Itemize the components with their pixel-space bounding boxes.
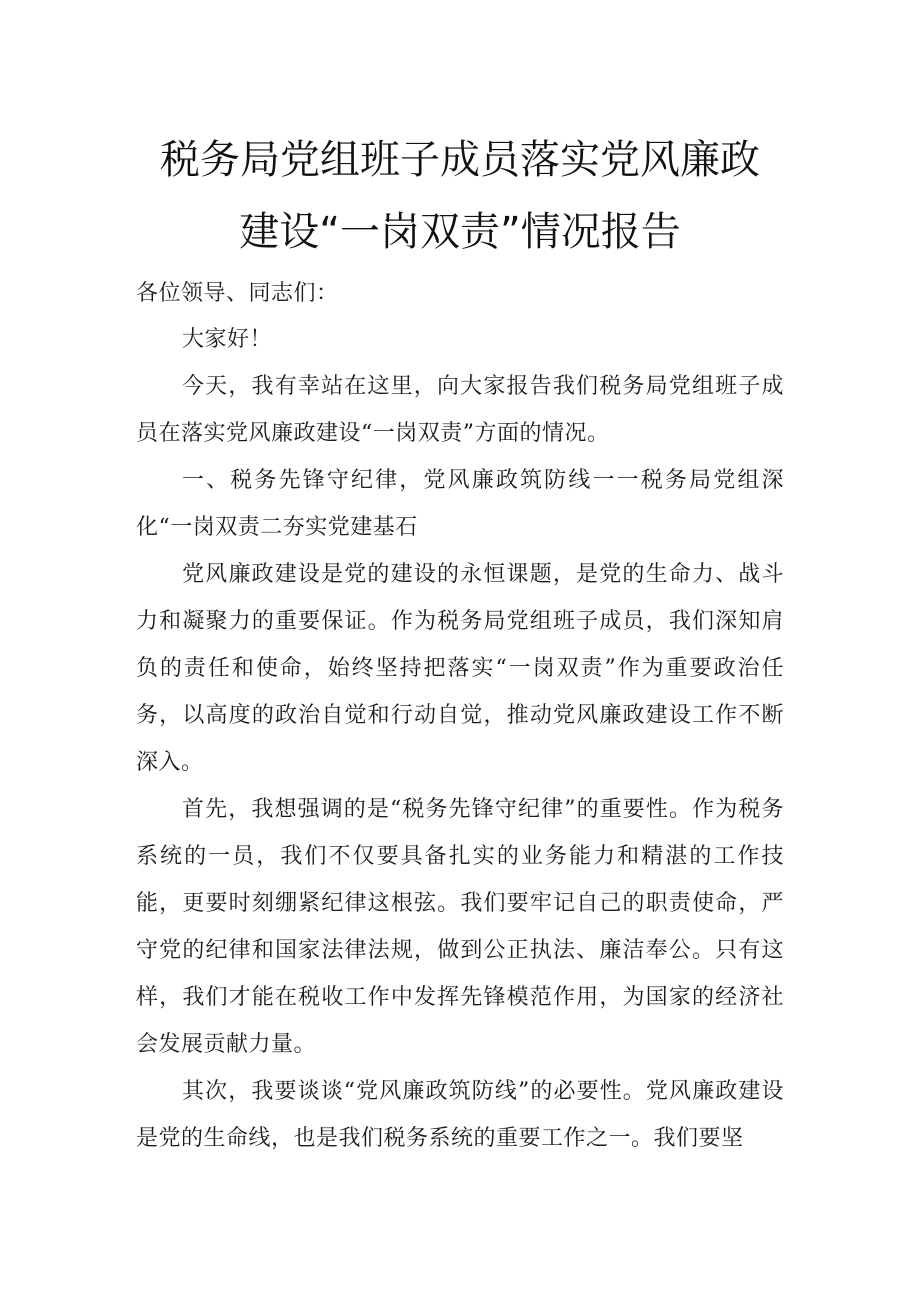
greeting: 大家好！ bbox=[182, 327, 273, 352]
paragraph-party-conduct: 党风廉政建设是党的建设的永恒课题，是党的生命力、战斗力和凝聚力的重要保证。作为税务局党组班子成员，我们深知肩负的责任和使命，始终坚持把落实“一岗双责”作为重要政治任务，以高度的政治自觉和行动自觉，推动党风廉政建设工作不断深入。 bbox=[136, 562, 784, 775]
document-title-line-2: 建设“一岗双责”情况报告 bbox=[239, 209, 681, 255]
paragraph-intro: 今天，我有幸站在这里，向大家报告我们税务局党组班子成员在落实党风廉政建设“一岗双责”方面的情况。 bbox=[136, 374, 784, 446]
paragraph-first-point: 首先，我想强调的是“税务先锋守纪律”的重要性。作为税务系统的一员，我们不仅要具备扎实的业务能力和精湛的工作技能，更要时刻绷紧纪律这根弦。我们要牢记自己的职责使命，严守党的纪律和国家法律法规，做到公正执法、廉洁奉公。只有这样，我们才能在税收工作中发挥先锋模范作用，为国家的经济社会发展贡献力量。 bbox=[136, 797, 784, 1057]
paragraph-second-point: 其次，我要谈谈“党风廉政筑防线”的必要性。党风廉政建设是党的生命线，也是我们税务系统的重要工作之一。我们要坚 bbox=[136, 1079, 784, 1151]
salutation: 各位领导、同志们： bbox=[136, 281, 339, 306]
section-heading-1: 一、税务先锋守纪律，党风廉政筑防线一一税务局党组深化“一岗双责二夯实党建基石 bbox=[136, 468, 784, 540]
document-title-line-1: 税务局党组班子成员落实党风廉政 bbox=[160, 137, 760, 183]
